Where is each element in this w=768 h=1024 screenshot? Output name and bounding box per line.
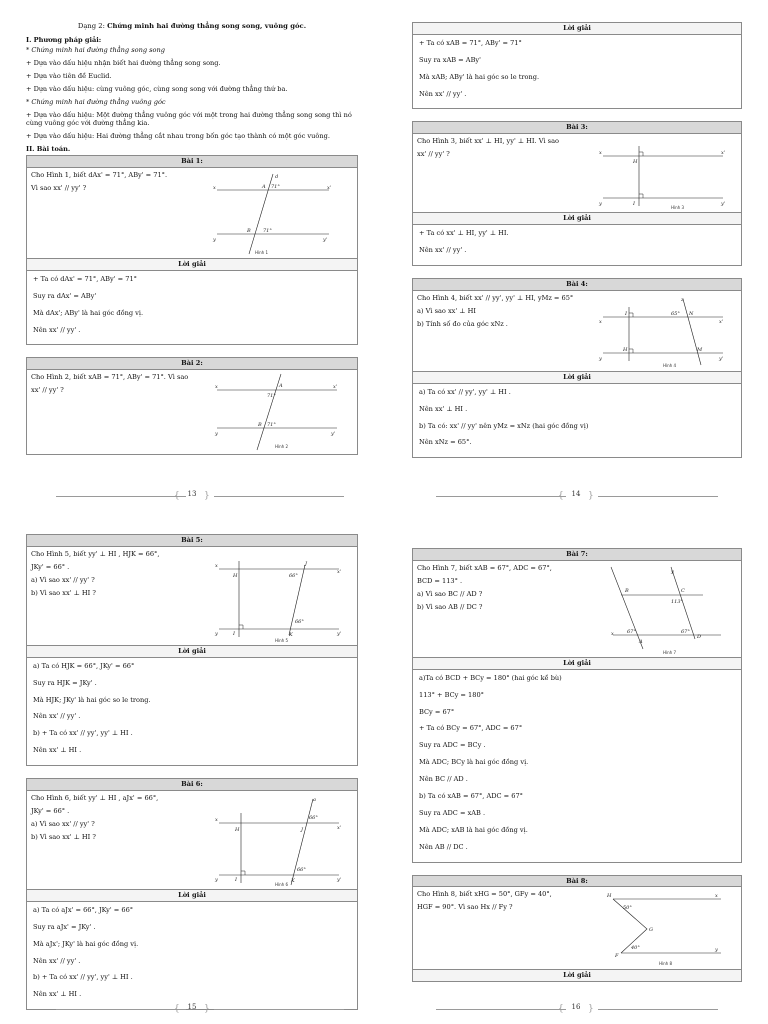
- solution-header: Lời giải: [413, 371, 741, 384]
- page-number: 13: [187, 490, 197, 498]
- svg-text:x': x': [333, 384, 338, 391]
- figure-8-svg: [593, 889, 739, 967]
- svg-text:x: x: [215, 384, 218, 391]
- svg-text:x': x': [337, 825, 342, 832]
- svg-text:C: C: [681, 587, 685, 594]
- figure-2-svg: [209, 372, 355, 452]
- exercise-box-5: Bài 5: Cho Hình 5, biết yy' ⊥ HI , HJK = 66°, JKy' = 66° . a) Vì sao xx' // yy' ? b) Vì sao xx' ⊥ HI ? x x' y y' H J I K 66° 66° Hình 5 Lời giải a) Ta có HJK = 66°, JKy' = 66° Suy ra HJK = JKy' . Mà HJK; JKy' là hai góc so le trong. Nên xx' // yy' . b) + Ta có xx' // yy', yy' ⊥ HI . Nên xx' ⊥ HI .: [26, 534, 358, 766]
- svg-text:I: I: [625, 310, 627, 317]
- exercise-heading: II. Bài toán.: [26, 145, 71, 154]
- svg-text:N: N: [689, 310, 694, 317]
- svg-text:y: y: [599, 201, 602, 208]
- problem-statement: Cho Hình 2, biết xAB = 71°, ABy' = 71°. Vì sao xx' // yy' ? x x' y y' A B 71° 71° Hình 2: [27, 370, 357, 454]
- figure-2: [207, 370, 357, 454]
- figure-3-svg: [593, 136, 739, 210]
- svg-text:y: y: [599, 355, 602, 362]
- svg-text:Hình 3: Hình 3: [671, 205, 685, 211]
- page-14: [412, 22, 742, 470]
- figure-3: [591, 134, 741, 212]
- svg-text:Hình 2: Hình 2: [275, 444, 289, 450]
- svg-text:40°: 40°: [631, 945, 640, 952]
- svg-text:x: x: [215, 817, 218, 824]
- problem-statement: Cho Hình 1, biết dAx' = 71°, ABy' = 71°. Vì sao xx' // yy' ? x x' y y' d A B 71° 71° Hình 1: [27, 168, 357, 258]
- solution-header: Lời giải: [413, 657, 741, 670]
- method-lines: [26, 46, 358, 141]
- svg-text:65°: 65°: [671, 310, 680, 317]
- exercise-box-1: [26, 155, 358, 345]
- svg-text:H: H: [633, 159, 638, 166]
- svg-text:F: F: [615, 953, 619, 960]
- page-title: Dạng 2: Chứng minh hai đường thẳng song song, vuông góc.: [77, 22, 307, 30]
- exercise-header: Bài 8:: [413, 876, 741, 888]
- svg-text:Hình 6: Hình 6: [275, 882, 289, 888]
- solution-header: Lời giải: [413, 212, 741, 225]
- svg-text:y': y': [323, 236, 328, 243]
- svg-text:K: K: [289, 631, 293, 638]
- figure-7: [591, 561, 741, 657]
- svg-text:Hình 7: Hình 7: [663, 649, 677, 655]
- solution-header: Lời giải: [27, 258, 357, 271]
- svg-text:66°: 66°: [297, 867, 306, 874]
- svg-text:y': y': [721, 201, 726, 208]
- svg-text:66°: 66°: [295, 618, 304, 625]
- svg-text:y: y: [215, 877, 218, 884]
- svg-text:67°: 67°: [681, 628, 690, 635]
- page-footer-13: { 13 }: [26, 490, 358, 504]
- svg-text:H: H: [233, 572, 238, 579]
- svg-text:x': x': [337, 568, 342, 575]
- exercise-header: Bài 1:: [27, 156, 357, 168]
- svg-text:H: H: [607, 893, 612, 900]
- exercise-box-4: Bài 4: Cho Hình 4, biết xx' // yy', yy' ⊥ HI, yMz = 65° a) Vì sao xx' ⊥ HI b) Tính số đo của góc xNz . x x' y y' z I H N M 65° Hình 4 Lời giải a) Ta có xx' // yy', yy' ⊥ HI . Nên xx' ⊥ HI . b) Ta có: xx' // yy' nên yMz = xNz (hai góc đồng vị) Nên xNz = 65°.: [412, 278, 742, 458]
- solution-header: Lời giải: [27, 889, 357, 902]
- figure-5-svg: [209, 549, 355, 643]
- exercise-box-8: Bài 8: Cho Hình 8, biết xHG = 50°, GFy = 40°, HGF = 90°. Vì sao Hx // Fy ? H x G F y 50° 40° Hình 8 Lời giải: [412, 875, 742, 983]
- svg-text:66°: 66°: [309, 815, 318, 822]
- svg-text:z: z: [681, 296, 684, 303]
- svg-text:y: y: [213, 236, 216, 243]
- page-16: [412, 548, 742, 994]
- svg-text:y': y': [337, 877, 342, 884]
- svg-text:M: M: [697, 346, 703, 353]
- figure-1: [207, 168, 357, 258]
- svg-text:x: x: [715, 893, 718, 900]
- figure-8: [591, 887, 741, 969]
- svg-text:H: H: [623, 346, 628, 353]
- svg-text:J: J: [301, 827, 304, 834]
- svg-text:Hình 5: Hình 5: [275, 637, 289, 643]
- svg-text:x: x: [599, 318, 602, 325]
- svg-text:J: J: [305, 560, 308, 567]
- svg-text:y': y': [337, 630, 342, 637]
- svg-text:y: y: [715, 947, 718, 954]
- solution-box-2: [412, 22, 742, 109]
- svg-text:x': x': [721, 150, 726, 157]
- exercise-header: Bài 2:: [27, 358, 357, 370]
- svg-text:a: a: [313, 797, 316, 804]
- solution-body: a) Ta có aJx' = 66°, JKy' = 66° Suy ra aJx' = JKy' . Mà aJx'; JKy' là hai góc đồng vị. Nên xx' // yy' . b) + Ta có xx' // yy', yy' ⊥ HI . Nên xx' ⊥ HI .: [33, 905, 139, 999]
- svg-text:y: y: [215, 630, 218, 637]
- svg-text:A: A: [639, 638, 643, 645]
- svg-text:B: B: [625, 587, 629, 594]
- svg-text:I: I: [235, 877, 237, 884]
- method-line: + Dựa vào tiên đề Euclid.: [26, 71, 112, 80]
- page-footer-15: { 15 }: [26, 1003, 358, 1017]
- svg-text:B: B: [258, 422, 262, 429]
- page-13: [26, 22, 358, 467]
- svg-text:x': x': [719, 318, 724, 325]
- svg-text:G: G: [649, 927, 653, 934]
- method-heading: I. Phương pháp giải:: [26, 36, 102, 45]
- page-footer-14: { 14 }: [412, 490, 742, 504]
- svg-text:71°: 71°: [267, 393, 276, 400]
- svg-text:B: B: [247, 227, 251, 234]
- svg-text:A: A: [279, 383, 283, 390]
- exercise-header: Bài 7:: [413, 549, 741, 561]
- svg-text:A: A: [262, 183, 266, 190]
- page-footer-16: { 16 }: [412, 1003, 742, 1017]
- figure-4-svg: [593, 293, 739, 369]
- svg-text:H: H: [235, 827, 240, 834]
- exercise-header: Bài 5:: [27, 535, 357, 547]
- svg-text:x: x: [599, 150, 602, 157]
- method-line: + Dựa vào dấu hiệu nhận biết hai đường thẳng song song.: [26, 58, 221, 67]
- method-line: + Dựa vào dấu hiệu: Hai đường thẳng cắt nhau trong bốn góc tạo thành có một góc vuông.: [26, 132, 330, 141]
- svg-text:71°: 71°: [271, 183, 280, 190]
- svg-text:d: d: [275, 173, 279, 180]
- exercise-box-7: Bài 7: Cho Hình 7, biết xAB = 67°, ADC = 67°, BCD = 113° . a) Vì sao BC // AD ? b) Vì sao AB // DC ? y x B C A D 113° 67° 67° Hình 7 Lời giải a)Ta có BCD + BCy = 180° (hai góc kề bù) 113° + BCy = 180° BCy = 67° + Ta có BCy = 67°, ADC = 67° Suy ra ADC = BCy . Mà ADC; BCy là hai góc đồng vị. Nên BC // AD . b) Ta có xAB = 67°, ADC = 67° Suy ra ADC = xAB . Mà ADC; xAB là hai góc đồng vị. Nên AB // DC .: [412, 548, 742, 863]
- solution-header: Lời giải: [27, 645, 357, 658]
- svg-text:x: x: [215, 562, 218, 569]
- method-line: * Chứng minh hai đường thẳng vuông góc: [26, 97, 166, 106]
- exercise-header: Bài 4:: [413, 279, 741, 291]
- solution-body: a) Ta có xx' // yy', yy' ⊥ HI . Nên xx' ⊥ HI . b) Ta có: xx' // yy' nên yMz = xNz (hai góc đồng vị) Nên xNz = 65°.: [419, 387, 589, 447]
- svg-text:113°: 113°: [671, 598, 684, 605]
- svg-text:x: x: [213, 184, 216, 191]
- svg-text:x': x': [327, 184, 332, 191]
- method-line: + Dựa vào dấu hiệu: cùng vuông góc, cùng song song với đường thẳng thứ ba.: [26, 84, 288, 93]
- solution-body: + Ta có xAB = 71°, ABy' = 71° Suy ra xAB = ABy' Mà xAB; ABy' là hai góc so le trong. Nên xx' // yy' .: [419, 38, 540, 98]
- svg-text:71°: 71°: [267, 422, 276, 429]
- exercise-header: Bài 6:: [27, 779, 357, 791]
- svg-text:x: x: [611, 630, 614, 637]
- svg-text:Hình 8: Hình 8: [659, 961, 673, 967]
- svg-text:y: y: [671, 568, 674, 575]
- exercise-box-3: Bài 3: Cho Hình 3, biết xx' ⊥ HI, yy' ⊥ HI. Vì sao xx' // yy' ? x x' y y' H I Hình 3 Lời giải + Ta có xx' ⊥ HI, yy' ⊥ HI. Nên xx' // yy' .: [412, 121, 742, 266]
- exercise-box-2: [26, 357, 358, 455]
- svg-text:I: I: [633, 201, 635, 208]
- svg-text:50°: 50°: [623, 905, 632, 912]
- solution-body: + Ta có dAx' = 71°, ABy' = 71° Suy ra dAx' = ABy' Mà dAx'; ABy' là hai góc đồng vị. Nên xx' // yy' .: [33, 274, 144, 334]
- svg-text:K: K: [291, 878, 295, 885]
- svg-text:66°: 66°: [289, 572, 298, 579]
- figure-7-svg: [593, 563, 739, 655]
- solution-body: + Ta có xx' ⊥ HI, yy' ⊥ HI. Nên xx' // yy' .: [419, 229, 509, 255]
- method-line: * Chứng minh hai đường thẳng song song: [26, 46, 165, 55]
- svg-text:y: y: [215, 431, 218, 438]
- solution-header: Lời giải: [413, 23, 741, 35]
- svg-text:71°: 71°: [263, 227, 272, 234]
- exercise-box-6: Bài 6: Cho Hình 6, biết yy' ⊥ HI , aJx' = 66°, JKy' = 66° . a) Vì sao xx' // yy' ? b) Vì sao xx' ⊥ HI ? x x' y y' a H J I K 66° 66° Hình 6 Lời giải a) Ta có aJx' = 66°, JKy' = 66° Suy ra aJx' = JKy' . Mà aJx'; JKy' là hai góc đồng vị. Nên xx' // yy' . b) + Ta có xx' // yy', yy' ⊥ HI . Nên xx' ⊥ HI .: [26, 778, 358, 1010]
- svg-text:y': y': [331, 431, 336, 438]
- solution-body: a)Ta có BCD + BCy = 180° (hai góc kề bù) 113° + BCy = 180° BCy = 67° + Ta có BCy = 67°, ADC = 67° Suy ra ADC = BCy . Mà ADC; BCy là hai góc đồng vị. Nên BC // AD . b) Ta có xAB = 67°, ADC = 67° Suy ra ADC = xAB . Mà ADC; xAB là hai góc đồng vị. Nên AB // DC .: [419, 673, 562, 851]
- figure-4: [591, 291, 741, 371]
- solution-header: Lời giải: [413, 969, 741, 981]
- figure-5: [207, 547, 357, 645]
- svg-text:67°: 67°: [627, 628, 636, 635]
- solution-body: a) Ta có HJK = 66°, JKy' = 66° Suy ra HJK = JKy' . Mà HJK; JKy' là hai góc so le trong. Nên xx' // yy' . b) + Ta có xx' // yy', yy' ⊥ HI . Nên xx' ⊥ HI .: [33, 661, 151, 755]
- page-15: [26, 534, 358, 1022]
- svg-text:I: I: [233, 630, 235, 637]
- figure-1-svg: [209, 170, 355, 256]
- figure-6-svg: [209, 793, 355, 887]
- method-line: + Dựa vào dấu hiệu: Một đường thẳng vuông góc với một trong hai đường thẳng song song thì nó cùng vuông góc với đường thẳng kia.: [26, 110, 352, 128]
- page-number: 16: [571, 1003, 581, 1011]
- svg-text:y': y': [719, 355, 724, 362]
- svg-text:Hình 1: Hình 1: [255, 249, 269, 255]
- page-number: 15: [187, 1003, 197, 1011]
- figure-6: [207, 791, 357, 889]
- svg-text:Hình 4: Hình 4: [663, 362, 677, 368]
- exercise-header: Bài 3:: [413, 122, 741, 134]
- page-number: 14: [571, 490, 581, 498]
- svg-text:D: D: [697, 633, 702, 640]
